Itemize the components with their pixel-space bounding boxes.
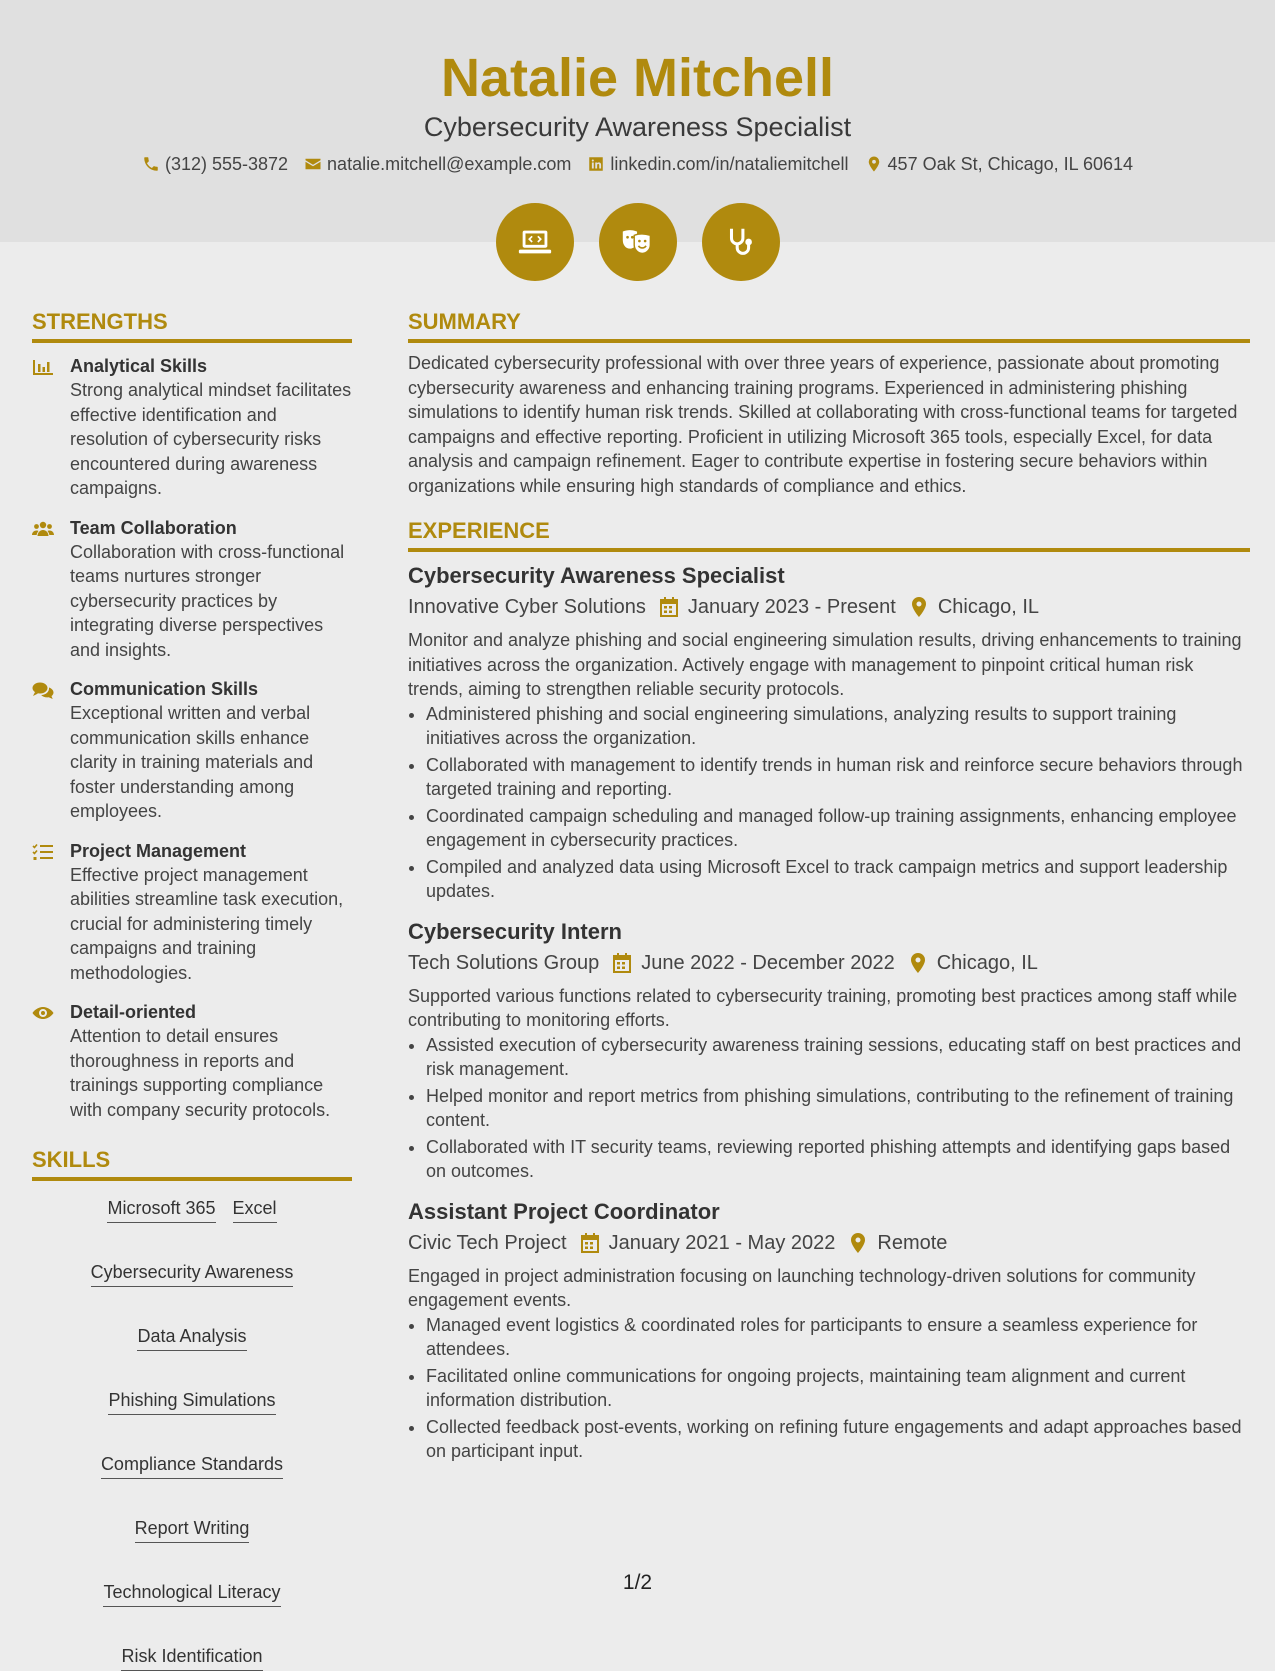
users-icon — [32, 520, 54, 538]
strength-item — [32, 516, 352, 663]
job-dates: January 2023 - Present — [687, 596, 896, 618]
summary-text: Dedicated cybersecurity professional with over three years of experience, passionate about promoting cybersecurity awareness and enhancing training programs. Experienced in administering phishing simulations to identify human risk trends. Skilled at collaborating with cross-functional teams for targeted campaigns and effective reporting. Proficient in utilizing Microsoft 365 tools, especially Excel, for data analysis and campaign refinement. Eager to contribute expertise in fostering secure behaviors within organizations while ensuring high standards of compliance and ethics. — [408, 353, 1238, 496]
job-bullet: • Helped monitor and report metrics from phishing simulations, contributing to the refinement of training content. — [426, 1084, 1250, 1133]
strength-name: Communication Skills — [70, 679, 259, 699]
strength-text: Attention to detail ensures thoroughness in reports and trainings supporting compliance with company security protocols. — [70, 1026, 331, 1120]
map-pin-icon — [849, 1233, 867, 1253]
calendar-icon — [613, 953, 631, 973]
job-meta — [408, 949, 1250, 977]
job-location: Chicago, IL — [937, 596, 1039, 618]
job-bullet: • Administered phishing and social engineering simulations, analyzing results to support training initiatives across the organization. — [426, 702, 1250, 751]
job-dates: June 2022 - December 2022 — [641, 951, 895, 974]
envelope-icon — [304, 155, 322, 173]
contact-bar — [0, 152, 1275, 176]
theater-masks-icon — [619, 223, 657, 261]
skill-tag: Cybersecurity Awareness — [91, 1261, 294, 1287]
strengths-heading: STRENGTHS — [32, 308, 352, 343]
job-bullet: • Facilitated online communications for ongoing projects, maintaining team alignment and current information distribution. — [426, 1364, 1250, 1413]
linkedin-icon — [587, 155, 605, 173]
skill-tag: Technological Literacy — [103, 1581, 280, 1607]
tasks-icon — [32, 843, 54, 861]
job-description: Monitor and analyze phishing and social engineering simulation results, driving enhancements to training initiatives across the organization. Actively engage with management to pinpoint critical human risk trends, aiming to strengthen reliable security protocols. — [408, 630, 1242, 699]
job-meta — [408, 1229, 1250, 1257]
job-location: Remote — [877, 1231, 948, 1254]
strength-name: Analytical Skills — [70, 356, 208, 376]
summary-heading: SUMMARY — [408, 308, 1250, 343]
job-company: Tech Solutions Group — [408, 951, 600, 974]
contact-linkedin[interactable] — [587, 152, 848, 176]
calendar-icon — [660, 597, 678, 617]
skill-tag: Risk Identification — [121, 1645, 262, 1671]
right-column — [408, 308, 1250, 1466]
candidate-title: Cybersecurity Awareness Specialist — [423, 112, 852, 142]
strength-item — [32, 354, 352, 501]
skill-tag: Report Writing — [135, 1517, 250, 1543]
strengths-list — [32, 354, 352, 1122]
comments-icon — [32, 681, 54, 699]
job-bullet: • Collaborated with management to identify trends in human risk and reinforce secure behaviors through targeted training and reporting. — [426, 753, 1250, 802]
job-entry — [408, 1198, 1250, 1464]
job-company: Innovative Cyber Solutions — [408, 596, 646, 618]
job-title: Assistant Project Coordinator — [408, 1198, 720, 1224]
skill-tag: Excel — [233, 1197, 277, 1223]
strength-text: Strong analytical mindset facilitates effective identification and resolution of cybersecurity risks encountered during awareness campaigns. — [70, 380, 352, 498]
calendar-icon — [581, 1233, 599, 1253]
job-bullets — [426, 1313, 1250, 1464]
strength-text: Exceptional written and verbal communication skills enhance clarity in training materials and foster understanding among employees. — [70, 703, 314, 821]
skills-heading: SKILLS — [32, 1146, 352, 1181]
skill-tag: Data Analysis — [137, 1325, 246, 1351]
strength-name: Project Management — [70, 840, 247, 861]
strength-text: Collaboration with cross-functional teams nurtures stronger cybersecurity practices by integrating diverse perspectives and insights. — [70, 541, 345, 660]
job-entry — [408, 562, 1250, 904]
contact-address — [865, 152, 1134, 176]
strength-name: Detail-oriented — [70, 1002, 197, 1022]
job-bullet: • Compiled and analyzed data using Microsoft Excel to track campaign metrics and support leadership updates. — [426, 855, 1250, 904]
skill-tag: Microsoft 365 — [107, 1197, 215, 1223]
job-title: Cybersecurity Intern — [408, 918, 622, 944]
job-bullet: • Collected feedback post-events, working on refining future engagements and adapt approaches based on participant input. — [426, 1415, 1250, 1464]
job-entry — [408, 918, 1250, 1184]
strength-text: Effective project management abilities streamline task execution, crucial for administering timely campaigns and training methodologies. — [70, 864, 344, 983]
map-pin-icon — [910, 597, 928, 617]
strength-item — [32, 677, 352, 824]
job-bullet: • Managed event logistics & coordinated roles for participants to ensure a seamless experience for attendees. — [426, 1313, 1250, 1362]
job-company: Civic Tech Project — [408, 1231, 567, 1254]
left-column — [32, 308, 352, 1671]
phone-text: (312) 555-3872 — [164, 154, 289, 174]
strength-name: Team Collaboration — [70, 517, 237, 538]
strength-item — [32, 1000, 352, 1122]
job-description: Engaged in project administration focusing on launching technology-driven solutions for community engagement events. — [408, 1265, 1196, 1310]
job-bullet: • Assisted execution of cybersecurity awareness training sessions, educating staff on best practices and risk management. — [426, 1033, 1250, 1082]
skills-list — [32, 1197, 352, 1671]
job-meta — [408, 593, 1250, 621]
contact-phone — [142, 152, 288, 176]
skill-tag: Phishing Simulations — [108, 1389, 275, 1415]
job-description: Supported various functions related to cybersecurity training, promoting best practices among staff while contributing to monitoring efforts. — [408, 985, 1238, 1030]
map-pin-icon — [865, 155, 883, 173]
experience-heading: EXPERIENCE — [408, 517, 1250, 552]
job-title: Cybersecurity Awareness Specialist — [408, 563, 785, 588]
hobby-theater-masks — [599, 203, 677, 281]
job-bullets — [426, 1033, 1250, 1184]
eye-icon — [32, 1004, 54, 1022]
strength-item — [32, 839, 352, 986]
linkedin-text: linkedin.com/in/nataliemitchell — [610, 154, 849, 174]
job-dates: January 2021 - May 2022 — [608, 1231, 836, 1254]
resume-header — [0, 0, 1275, 242]
job-bullet: • Coordinated campaign scheduling and managed follow-up training assignments, enhancing employee engagement in cybersecurity practices. — [426, 804, 1250, 853]
hobby-stethoscope — [702, 203, 780, 281]
hobby-laptop-code — [496, 203, 574, 281]
phone-icon — [142, 155, 160, 173]
chart-icon — [32, 358, 54, 376]
candidate-name: Natalie Mitchell — [440, 48, 835, 108]
laptop-code-icon — [516, 223, 554, 261]
page-number: 1/2 — [622, 1571, 653, 1594]
job-bullets — [426, 702, 1250, 904]
job-bullet: • Collaborated with IT security teams, reviewing reported phishing attempts and identifying gaps based on outcomes. — [426, 1135, 1250, 1184]
map-pin-icon — [909, 953, 927, 973]
skill-tag: Compliance Standards — [101, 1453, 283, 1479]
hobby-icons — [0, 203, 1275, 281]
email-text: natalie.mitchell@example.com — [327, 154, 572, 174]
stethoscope-icon — [722, 223, 760, 261]
contact-email[interactable] — [304, 152, 571, 176]
address-text: 457 Oak St, Chicago, IL 60614 — [887, 154, 1134, 174]
job-location: Chicago, IL — [936, 951, 1038, 974]
